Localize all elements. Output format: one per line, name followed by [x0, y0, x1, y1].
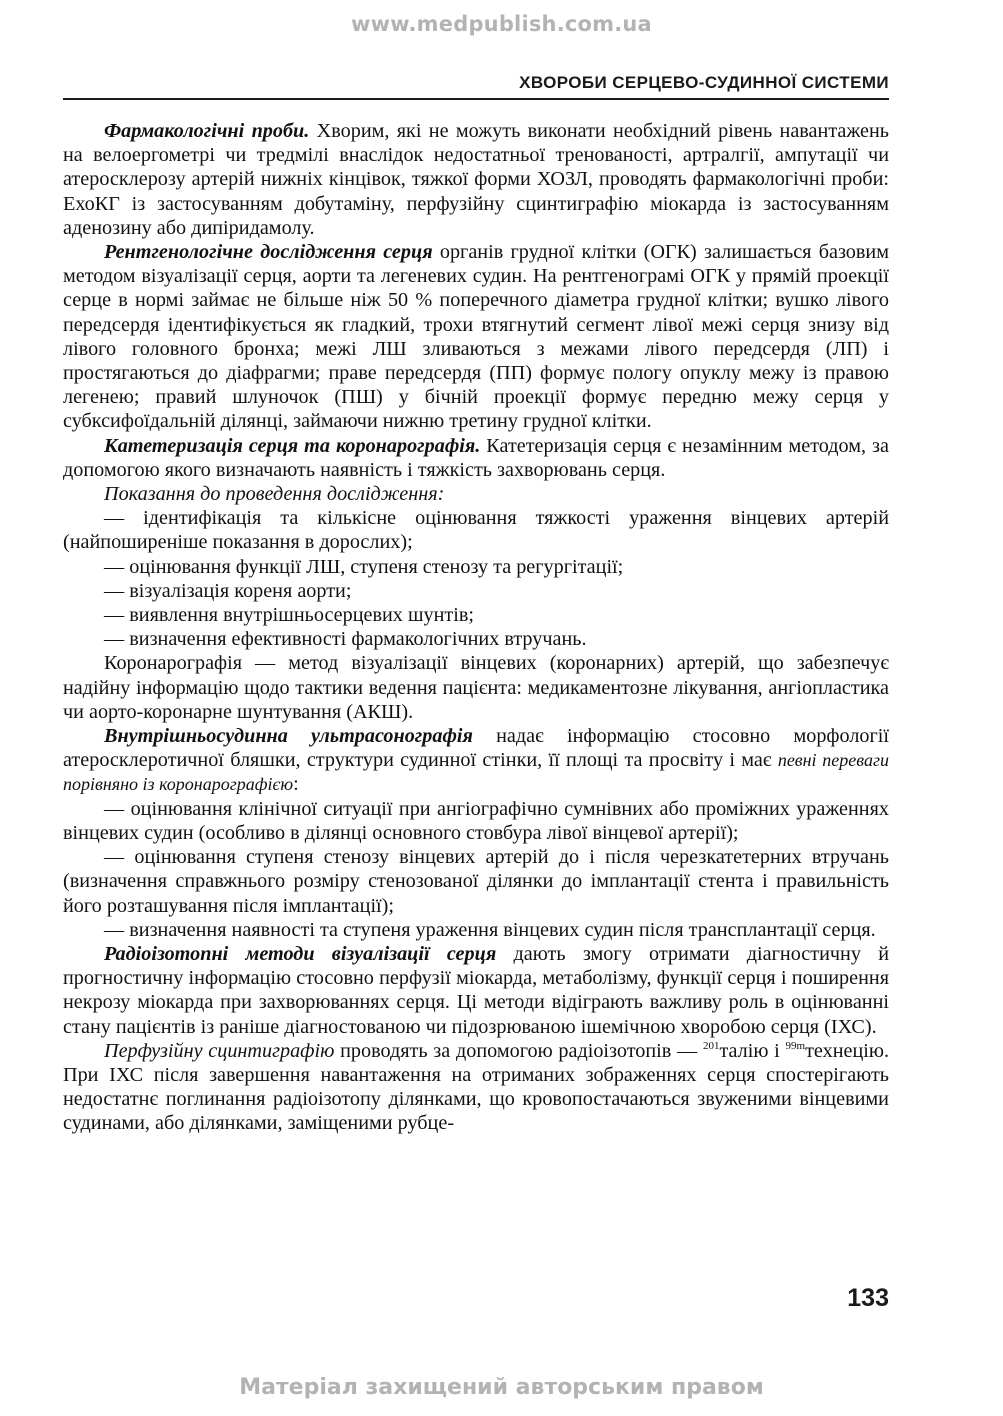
page-body: [63, 119, 889, 1136]
paragraph-text: проводять за допомогою радіоізотопів —: [334, 1039, 703, 1062]
indications-heading: Показання до проведення дослідження:: [104, 483, 445, 506]
paragraph-lead: Внутрішньосудинна ультрасонографія: [104, 725, 473, 748]
paragraph-lead: Перфузійну сцинтиграфію: [104, 1039, 335, 1062]
list-item: — оцінювання клінічної ситуації при ангіографічно сумнівних або проміжних ураженнях вінцевих судин (особливо в ділянці основного стовбура лівої вінцевої артерії);: [63, 797, 889, 844]
list-item: — виявлення внутрішньосерцевих шунтів;: [104, 604, 474, 627]
isotope-mass-number: 201: [702, 1039, 720, 1052]
paragraph-text: талію і: [719, 1039, 786, 1062]
paragraph-text: Катетеризація серця є незамінним методом, за допомогою якого визначають наявність і тяжкість захворювань серця.: [63, 434, 889, 481]
paragraph-text: надає інформацію стосовно морфології атеросклеротичної бляшки, структури судинної стінки, її площі та просвіту і має: [63, 725, 890, 772]
watermark-top: www.medpublish.com.ua: [351, 12, 652, 36]
paragraph-lead: Фармакологічні проби.: [104, 120, 310, 142]
paragraph-pharmacological-tests: [63, 119, 889, 240]
paragraph-lead: Радіоізотопні методи візуалізації серця: [104, 942, 497, 965]
paragraph-text: дають змогу отримати діагностичну й прогностичну інформацію стосовно перфузії міокарда, метаболізму, функції серця і поширення некрозу міокарда при захворюваннях серця. Ці методи відіграють важливу роль в оцінюванні стану пацієнтів із раніше діагностованою чи підозрюваною ішемічною хворобою серця (ІХС).: [63, 942, 889, 1038]
paragraph-lead: Рентгенологічне дослідження серця: [104, 241, 433, 264]
paragraph-catheterization: [63, 434, 889, 482]
paragraph-tail: :: [293, 773, 299, 796]
list-item: — визначення ефективності фармакологічних втручань.: [104, 628, 587, 651]
list-item: — оцінювання функції ЛШ, ступеня стенозу та регургітації;: [104, 555, 624, 578]
paragraph-xray: [63, 240, 889, 434]
header-rule: [63, 98, 889, 100]
isotope-mass-number: 99m: [785, 1039, 806, 1052]
list-item: — визначення наявності та ступеня ураження вінцевих судин після трансплантації серця.: [104, 918, 876, 941]
list-item: — ідентифікація та кількісне оцінювання тяжкості ураження вінцевих артерій (найпоширеніше показання в дорослих);: [63, 507, 889, 554]
watermark-bottom: Матеріал захищений авторським правом: [239, 1375, 764, 1400]
list-item: — візуалізація кореня аорти;: [104, 579, 352, 602]
page-number: 133: [847, 1284, 889, 1312]
paragraph-perfusion: [63, 1039, 889, 1136]
list-item: — оцінювання ступеня стенозу вінцевих артерій до і після черезкатетерних втручань (визначення справжнього розміру стенозованої ділянки до імплантації стента і правильність його розташування після імплантації);: [63, 846, 889, 917]
paragraph-tail-italic: певні переваги порівняно із коронарографією: [63, 750, 889, 795]
paragraph-ivus: [63, 724, 889, 797]
paragraph-coronarography: Коронарографія — метод візуалізації вінцевих (коронарних) артерій, що забезпечує надійну інформацію щодо тактики ведення пацієнта: медикаментозне лікування, ангіопластика чи аорто-коронарне шунтування (АКШ).: [63, 652, 889, 723]
paragraph-radioisotope: [63, 942, 889, 1039]
paragraph-text: органів грудної клітки (ОГК) залишається базовим методом візуалізації серця, аорти та легеневих судин. На рентгенограмі ОГК у прямій проекції серце в нормі займає не більше ніж 50 % поперечного діаметра грудної клітки; вушко лівого передсердя ідентифікується як гладкий, трохи втягнутий сегмент лівої межі серця знизу від лівого головного бронха; межі ЛШ зливаються з межами лівого передсердя (ЛП) і простягаються до діафрагми; праве передсердя (ПП) формує пологу опуклу межу із правою легенею; правий шлуночок (ПШ) у бічній проекції формує передню межу серця у субксифоїдальній ділянці, займаючи нижню третину грудної клітки.: [63, 241, 889, 433]
paragraph-text: Хворим, які не можуть виконати необхідний рівень навантажень на велоергометрі чи тредмілі внаслідок недостатньої тренованості, артралгії, ампутації чи атеросклерозу артерій нижніх кінцівок, тяжкої форми ХОЗЛ, проводять фармакологічні проби: ЕхоКГ із застосуванням добутаміну, перфузійну сцинтиграфію міокарда із застосуванням аденозину або дипіридамолу.: [63, 120, 889, 239]
running-head: ХВОРОБИ СЕРЦЕВО-СУДИННОЇ СИСТЕМИ: [519, 73, 889, 92]
paragraph-lead: Катетеризація серця та коронарографія.: [104, 434, 481, 457]
paragraph-text: технецію. При ІХС після завершення навантаження на отриманих зображеннях серця спостерігають недостатнє поглинання радіоізотопу ділянками, що кровопостачаються звуженими вінцевими судинами, або ділянками, заміщеними рубце-: [63, 1039, 889, 1135]
